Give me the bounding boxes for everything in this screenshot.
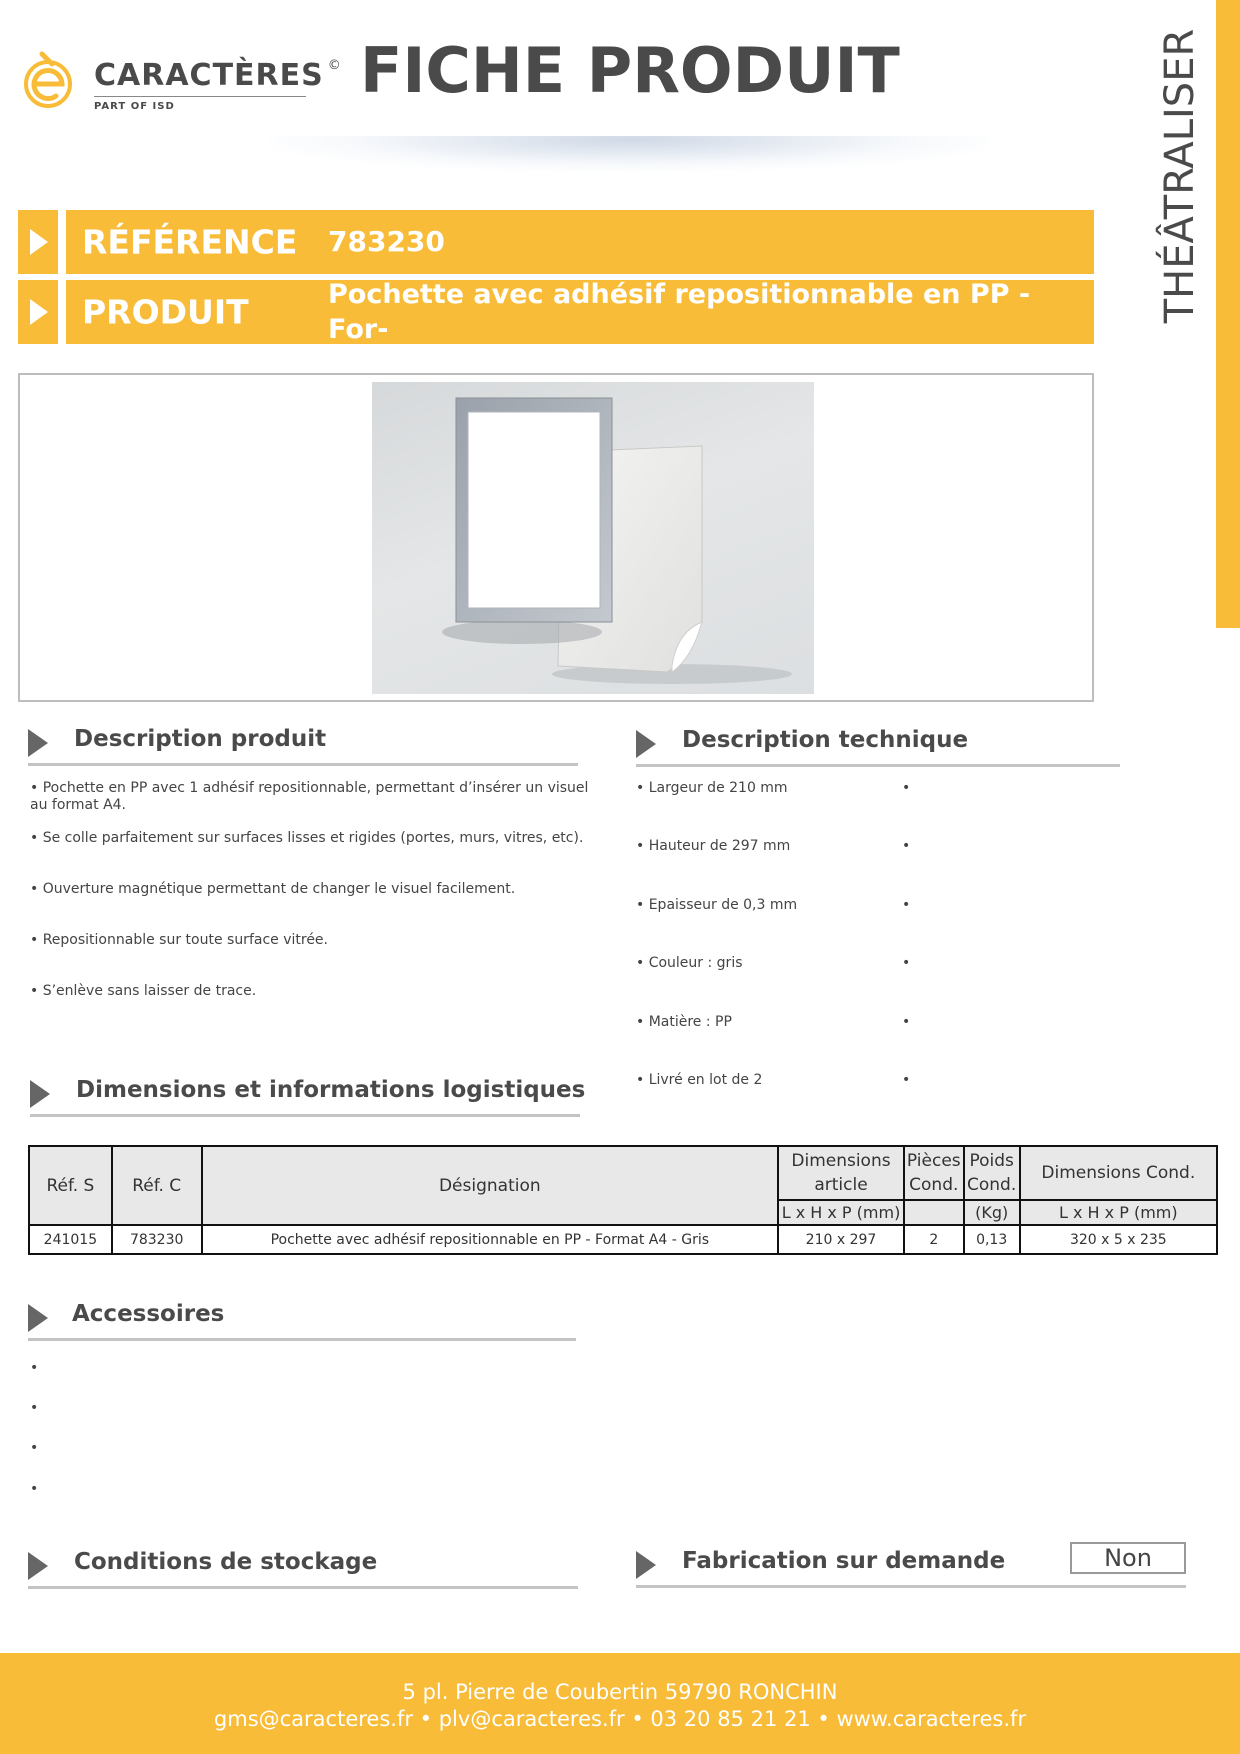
play-arrow-icon (28, 1552, 48, 1580)
section-title: Description technique (682, 727, 969, 753)
section-description-technique (636, 717, 1120, 767)
footer (0, 1653, 1240, 1754)
play-arrow-icon (28, 729, 48, 757)
logistics-table (28, 1145, 1218, 1255)
header-ref-s: Réf. S (29, 1146, 112, 1225)
product-value (328, 277, 1068, 382)
technical-item: • Livré en lot de 2 (636, 1072, 763, 1088)
accessory-bullet: • (30, 1400, 39, 1416)
section-divider (636, 764, 1120, 767)
on-demand-value: Non (1070, 1542, 1186, 1574)
page-title: FICHE PRODUIT (360, 34, 900, 107)
technical-item: • Hauteur de 297 mm (636, 838, 791, 854)
header-dim-article-unit: L x H x P (mm) (778, 1200, 904, 1225)
description-item: • Pochette en PP avec 1 adhésif repositionnable, permettant d’insérer un visuel au format A4. (30, 780, 589, 813)
reference-label: RÉFÉRENCE (82, 222, 298, 262)
header-dim-article: Dimensions article (778, 1146, 904, 1200)
header-dim-cond: Dimensions Cond. (1020, 1146, 1217, 1200)
cell-designation: Pochette avec adhésif repositionnable en PP - Format A4 - Gris (202, 1225, 779, 1254)
description-item: • Ouverture magnétique permettant de changer le visuel facilement. (30, 881, 516, 897)
footer-address: 5 pl. Pierre de Coubertin 59790 RONCHIN (402, 1680, 838, 1704)
product-bar (66, 279, 1094, 380)
play-arrow-icon (30, 1080, 50, 1108)
section-divider (28, 1338, 576, 1341)
cell-dim-article: 210 x 297 (778, 1225, 904, 1254)
header-dim-cond-unit: L x H x P (mm) (1020, 1200, 1217, 1225)
technical-item: • Couleur : gris (636, 955, 743, 971)
product-illustration (372, 382, 814, 694)
section-description-produit (28, 716, 578, 766)
table-row (29, 1225, 1217, 1254)
side-category-tab (1152, 16, 1208, 336)
product-value-line-1: Pochette avec adhésif repositionnable en PP - For- (328, 279, 1031, 345)
reference-bar (66, 210, 1094, 274)
technical-item: • Largeur de 210 mm (636, 780, 788, 796)
cell-pieces: 2 (904, 1225, 964, 1254)
side-category-label: THÉÂTRALISER (1157, 28, 1203, 324)
header-poids: Poids Cond. (964, 1146, 1020, 1200)
header-poids-unit: (Kg) (964, 1200, 1020, 1225)
product-arrow-box (18, 280, 58, 344)
product-image-frame (18, 373, 1094, 702)
header-pieces: Pièces Cond. (904, 1146, 964, 1200)
technical-bullet: • (902, 897, 911, 913)
cell-poids: 0,13 (964, 1225, 1020, 1254)
cell-ref-c: 783230 (112, 1225, 202, 1254)
play-arrow-icon (30, 229, 48, 255)
brand-logo (16, 44, 342, 124)
description-item: • Repositionnable sur toute surface vitrée. (30, 932, 328, 948)
section-title: Conditions de stockage (74, 1549, 378, 1575)
brand-name: CARACTÈRES © (94, 58, 342, 93)
section-title: Accessoires (72, 1301, 225, 1327)
brand-logo-mark-icon (16, 50, 82, 110)
accessory-bullet: • (30, 1360, 39, 1376)
header-designation: Désignation (202, 1146, 779, 1225)
section-accessoires (28, 1291, 576, 1341)
section-title: Dimensions et informations logistiques (76, 1077, 586, 1103)
section-title: Description produit (74, 726, 327, 752)
header-decoration (270, 136, 990, 172)
section-divider (28, 1586, 578, 1589)
reference-arrow-box (18, 210, 58, 274)
technical-item: • Epaisseur de 0,3 mm (636, 897, 798, 913)
section-logistique (30, 1067, 586, 1117)
play-arrow-icon (636, 730, 656, 758)
reference-value: 783230 (328, 225, 445, 258)
description-item: • Se colle parfaitement sur surfaces lisses et rigides (portes, murs, vitres, etc). (30, 830, 584, 846)
description-item: • S’enlève sans laisser de trace. (30, 983, 257, 999)
cell-dim-cond: 320 x 5 x 235 (1020, 1225, 1217, 1254)
technical-bullet: • (902, 838, 911, 854)
header-ref-c: Réf. C (112, 1146, 202, 1225)
table-header-row (29, 1146, 1217, 1200)
brand-tagline: PART OF ISD (94, 101, 175, 112)
side-accent-bar (1216, 0, 1240, 628)
play-arrow-icon (636, 1551, 656, 1579)
brand-divider (94, 96, 306, 97)
header-pieces-unit (904, 1200, 964, 1225)
accessory-bullet: • (30, 1440, 39, 1456)
cell-ref-s: 241015 (29, 1225, 112, 1254)
section-divider (636, 1585, 1186, 1588)
section-title: Fabrication sur demande (682, 1548, 1006, 1574)
accessory-bullet: • (30, 1481, 39, 1497)
section-divider (28, 763, 578, 766)
product-image (372, 382, 814, 694)
product-value-line-2: mat A4 - Gris (328, 349, 528, 380)
section-stockage (28, 1539, 578, 1589)
copyright-symbol: © (327, 58, 342, 73)
technical-bullet: • (902, 780, 911, 796)
footer-contact: gms@caracteres.fr • plv@caracteres.fr • 03 20 85 21 21 • www.caracteres.fr (213, 1707, 1027, 1731)
technical-bullet: • (902, 1072, 911, 1088)
technical-item: • Matière : PP (636, 1014, 732, 1030)
play-arrow-icon (30, 299, 48, 325)
technical-bullet: • (902, 1014, 911, 1030)
technical-bullet: • (902, 955, 911, 971)
section-divider (30, 1114, 580, 1117)
play-arrow-icon (28, 1304, 48, 1332)
product-label: PRODUIT (82, 292, 249, 332)
